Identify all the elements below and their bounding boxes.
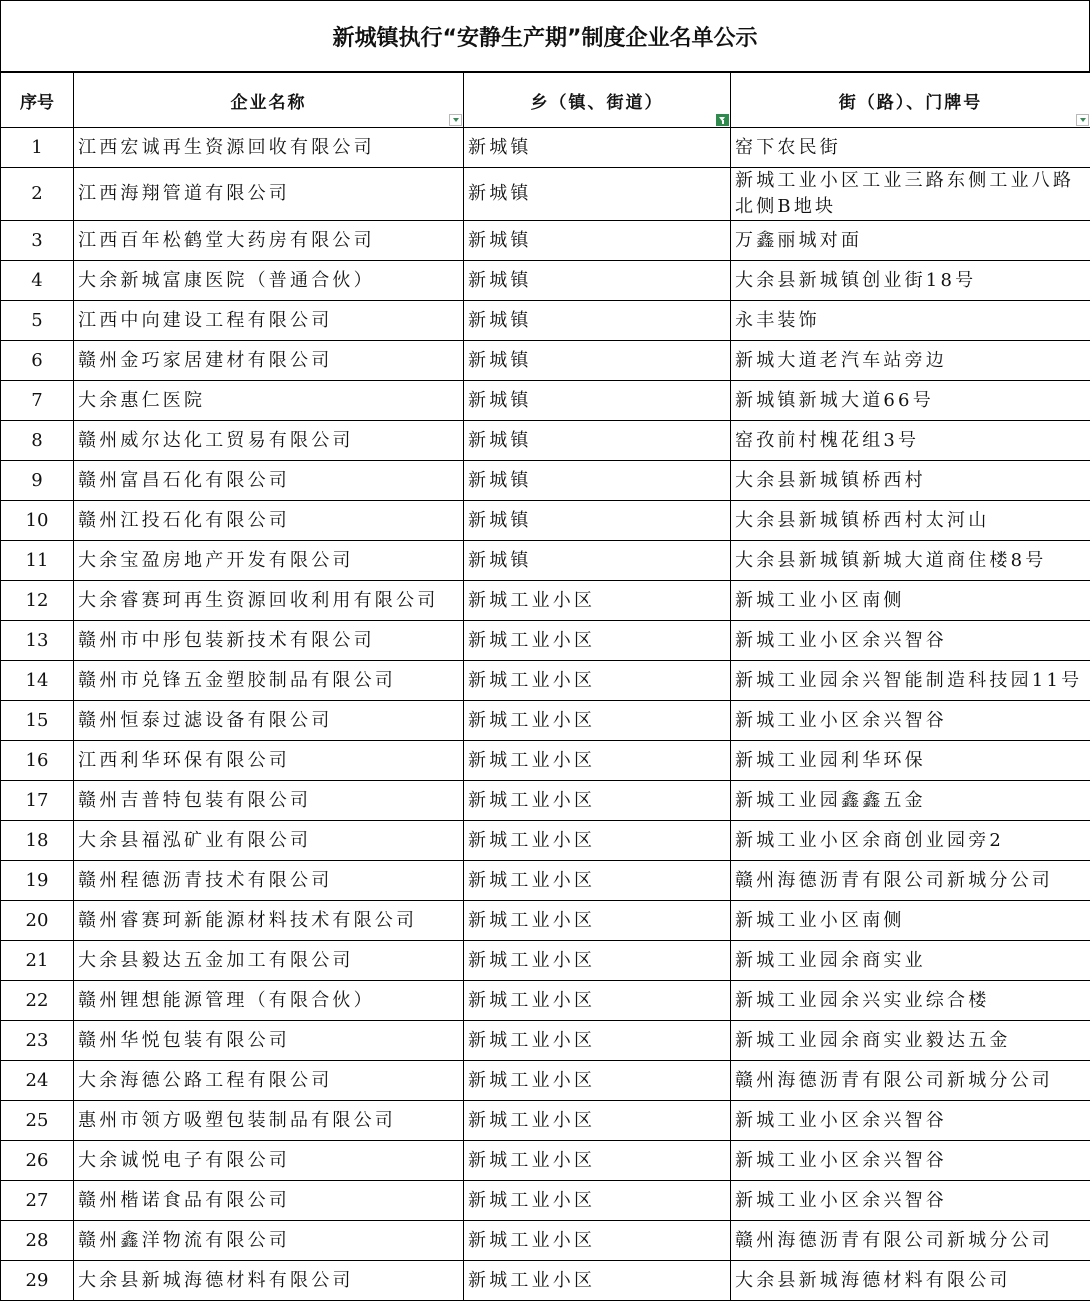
address-cell[interactable]: 新城工业小区余兴智谷 (731, 621, 1090, 661)
row-number-cell[interactable]: 20 (1, 901, 74, 941)
row-number-cell[interactable]: 5 (1, 301, 74, 341)
table-row (1, 168, 1090, 221)
row-number-cell[interactable]: 15 (1, 701, 74, 741)
address-cell[interactable]: 大余县新城镇新城大道商住楼8号 (731, 541, 1090, 581)
town-cell[interactable]: 新城镇 (464, 168, 731, 221)
company-name-cell[interactable]: 赣州富昌石化有限公司 (74, 461, 464, 501)
company-name-cell[interactable]: 大余惠仁医院 (74, 381, 464, 421)
address-cell[interactable]: 永丰装饰 (731, 301, 1090, 341)
address-cell[interactable]: 新城工业小区余兴智谷 (731, 701, 1090, 741)
address-cell[interactable]: 新城工业小区工业三路东侧工业八路北侧B地块 (731, 168, 1090, 221)
table-row (1, 901, 1090, 941)
filter-dropdown-icon[interactable] (449, 114, 462, 126)
table-row (1, 621, 1090, 661)
row-number-cell[interactable]: 4 (1, 261, 74, 301)
town-cell[interactable]: 新城工业小区 (464, 1141, 731, 1181)
town-cell[interactable]: 新城工业小区 (464, 821, 731, 861)
table-row (1, 861, 1090, 901)
company-name-cell[interactable]: 赣州吉普特包装有限公司 (74, 781, 464, 821)
table-row (1, 701, 1090, 741)
table-row (1, 781, 1090, 821)
table-row (1, 1061, 1090, 1101)
row-number-cell[interactable]: 11 (1, 541, 74, 581)
table-row (1, 341, 1090, 381)
town-cell[interactable]: 新城镇 (464, 421, 731, 461)
table-row (1, 421, 1090, 461)
row-number-cell[interactable]: 14 (1, 661, 74, 701)
row-number-cell[interactable]: 13 (1, 621, 74, 661)
address-cell[interactable]: 新城工业小区余兴智谷 (731, 1101, 1090, 1141)
company-name-cell[interactable]: 大余县新城海德材料有限公司 (74, 1261, 464, 1301)
table-row (1, 941, 1090, 981)
company-name-cell[interactable]: 大余海德公路工程有限公司 (74, 1061, 464, 1101)
table-row (1, 1261, 1090, 1301)
address-cell[interactable]: 新城工业园余商实业毅达五金 (731, 1021, 1090, 1061)
filter-active-icon[interactable] (716, 114, 729, 126)
address-cell[interactable]: 大余县新城镇桥西村 (731, 461, 1090, 501)
town-cell[interactable]: 新城镇 (464, 501, 731, 541)
town-cell[interactable]: 新城工业小区 (464, 861, 731, 901)
header-name-label: 企业名称 (231, 93, 307, 113)
address-cell[interactable]: 新城镇新城大道66号 (731, 381, 1090, 421)
town-cell[interactable]: 新城工业小区 (464, 1021, 731, 1061)
town-cell[interactable]: 新城镇 (464, 381, 731, 421)
row-number-cell[interactable]: 26 (1, 1141, 74, 1181)
company-name-cell[interactable]: 大余县毅达五金加工有限公司 (74, 941, 464, 981)
town-cell[interactable]: 新城镇 (464, 261, 731, 301)
header-no[interactable] (1, 73, 74, 128)
company-name-cell[interactable]: 赣州锂想能源管理（有限合伙） (74, 981, 464, 1021)
town-cell[interactable]: 新城工业小区 (464, 581, 731, 621)
address-cell[interactable]: 新城工业小区南侧 (731, 581, 1090, 621)
row-number-cell[interactable]: 19 (1, 861, 74, 901)
town-cell[interactable]: 新城镇 (464, 341, 731, 381)
row-number-cell[interactable]: 9 (1, 461, 74, 501)
address-cell[interactable]: 窑孜前村槐花组3号 (731, 421, 1090, 461)
company-name-cell[interactable]: 赣州威尔达化工贸易有限公司 (74, 421, 464, 461)
row-number-cell[interactable]: 18 (1, 821, 74, 861)
row-number-cell[interactable]: 1 (1, 128, 74, 168)
address-cell[interactable]: 万鑫丽城对面 (731, 221, 1090, 261)
address-cell[interactable]: 新城工业小区余兴智谷 (731, 1181, 1090, 1221)
town-cell[interactable]: 新城镇 (464, 301, 731, 341)
table-row (1, 221, 1090, 261)
header-address-label: 街（路）、门牌号 (839, 93, 983, 113)
town-cell[interactable]: 新城工业小区 (464, 1261, 731, 1301)
address-cell[interactable]: 赣州海德沥青有限公司新城分公司 (731, 1061, 1090, 1101)
header-name[interactable] (74, 73, 464, 128)
row-number-cell[interactable]: 21 (1, 941, 74, 981)
sheet-title[interactable]: 新城镇执行“安静生产期”制度企业名单公示 (0, 0, 1090, 72)
company-name-cell[interactable]: 大余诚悦电子有限公司 (74, 1141, 464, 1181)
address-cell[interactable]: 赣州海德沥青有限公司新城分公司 (731, 1221, 1090, 1261)
address-cell[interactable]: 新城工业园余兴实业综合楼 (731, 981, 1090, 1021)
row-number-cell[interactable]: 25 (1, 1101, 74, 1141)
table-row (1, 1181, 1090, 1221)
company-name-cell[interactable]: 赣州江投石化有限公司 (74, 501, 464, 541)
table-row (1, 381, 1090, 421)
address-cell[interactable]: 大余县新城镇创业街18号 (731, 261, 1090, 301)
row-number-cell[interactable]: 28 (1, 1221, 74, 1261)
town-cell[interactable]: 新城工业小区 (464, 1221, 731, 1261)
town-cell[interactable]: 新城镇 (464, 461, 731, 501)
header-town-label: 乡（镇、街道） (531, 93, 664, 113)
header-address[interactable] (731, 73, 1090, 128)
company-name-cell[interactable]: 大余睿赛珂再生资源回收利用有限公司 (74, 581, 464, 621)
town-cell[interactable]: 新城镇 (464, 221, 731, 261)
town-cell[interactable]: 新城工业小区 (464, 1101, 731, 1141)
address-cell[interactable]: 赣州海德沥青有限公司新城分公司 (731, 861, 1090, 901)
row-number-cell[interactable]: 24 (1, 1061, 74, 1101)
filter-dropdown-icon[interactable] (1076, 114, 1089, 126)
company-name-cell[interactable]: 赣州睿赛珂新能源材料技术有限公司 (74, 901, 464, 941)
town-cell[interactable]: 新城工业小区 (464, 1181, 731, 1221)
company-name-cell[interactable]: 赣州恒泰过滤设备有限公司 (74, 701, 464, 741)
address-cell[interactable]: 新城工业小区余商创业园旁2 (731, 821, 1090, 861)
town-cell[interactable]: 新城工业小区 (464, 901, 731, 941)
town-cell[interactable]: 新城镇 (464, 541, 731, 581)
address-cell[interactable]: 新城工业园余兴智能制造科技园11号 (731, 661, 1090, 701)
row-number-cell[interactable]: 2 (1, 168, 74, 221)
town-cell[interactable]: 新城工业小区 (464, 741, 731, 781)
row-number-cell[interactable]: 10 (1, 501, 74, 541)
header-row (1, 73, 1090, 128)
town-cell[interactable]: 新城工业小区 (464, 941, 731, 981)
table-row (1, 981, 1090, 1021)
row-number-cell[interactable]: 6 (1, 341, 74, 381)
address-cell[interactable]: 大余县新城海德材料有限公司 (731, 1261, 1090, 1301)
company-name-cell[interactable]: 大余县福泓矿业有限公司 (74, 821, 464, 861)
enterprise-table (0, 72, 1090, 1301)
row-number-cell[interactable]: 7 (1, 381, 74, 421)
company-name-cell[interactable]: 江西利华环保有限公司 (74, 741, 464, 781)
row-number-cell[interactable]: 12 (1, 581, 74, 621)
town-cell[interactable]: 新城工业小区 (464, 701, 731, 741)
company-name-cell[interactable]: 赣州金巧家居建材有限公司 (74, 341, 464, 381)
company-name-cell[interactable]: 赣州程德沥青技术有限公司 (74, 861, 464, 901)
company-name-cell[interactable]: 江西宏诚再生资源回收有限公司 (74, 128, 464, 168)
table-row (1, 1101, 1090, 1141)
row-number-cell[interactable]: 23 (1, 1021, 74, 1061)
table-row (1, 1141, 1090, 1181)
company-name-cell[interactable]: 赣州市兑锋五金塑胶制品有限公司 (74, 661, 464, 701)
table-row (1, 1021, 1090, 1061)
address-cell[interactable]: 新城工业园余商实业 (731, 941, 1090, 981)
company-name-cell[interactable]: 赣州华悦包装有限公司 (74, 1021, 464, 1061)
table-row (1, 501, 1090, 541)
row-number-cell[interactable]: 8 (1, 421, 74, 461)
company-name-cell[interactable]: 江西百年松鹤堂大药房有限公司 (74, 221, 464, 261)
row-number-cell[interactable]: 22 (1, 981, 74, 1021)
address-cell[interactable]: 新城工业园利华环保 (731, 741, 1090, 781)
company-name-cell[interactable]: 大余宝盈房地产开发有限公司 (74, 541, 464, 581)
company-name-cell[interactable]: 江西中向建设工程有限公司 (74, 301, 464, 341)
company-name-cell[interactable]: 江西海翔管道有限公司 (74, 168, 464, 221)
address-cell[interactable]: 新城工业园鑫鑫五金 (731, 781, 1090, 821)
address-cell[interactable]: 新城工业小区余兴智谷 (731, 1141, 1090, 1181)
town-cell[interactable]: 新城镇 (464, 128, 731, 168)
town-cell[interactable]: 新城工业小区 (464, 781, 731, 821)
town-cell[interactable]: 新城工业小区 (464, 661, 731, 701)
row-number-cell[interactable]: 29 (1, 1261, 74, 1301)
table-row (1, 128, 1090, 168)
company-name-cell[interactable]: 大余新城富康医院（普通合伙） (74, 261, 464, 301)
table-row (1, 581, 1090, 621)
table-row (1, 1221, 1090, 1261)
table-row (1, 301, 1090, 341)
row-number-cell[interactable]: 16 (1, 741, 74, 781)
town-cell[interactable]: 新城工业小区 (464, 981, 731, 1021)
table-row (1, 261, 1090, 301)
address-cell[interactable]: 窑下农民街 (731, 128, 1090, 168)
address-cell[interactable]: 新城工业小区南侧 (731, 901, 1090, 941)
table-row (1, 661, 1090, 701)
company-name-cell[interactable]: 惠州市领方吸塑包装制品有限公司 (74, 1101, 464, 1141)
company-name-cell[interactable]: 赣州市中彤包装新技术有限公司 (74, 621, 464, 661)
company-name-cell[interactable]: 赣州鑫洋物流有限公司 (74, 1221, 464, 1261)
company-name-cell[interactable]: 赣州楷诺食品有限公司 (74, 1181, 464, 1221)
row-number-cell[interactable]: 17 (1, 781, 74, 821)
table-body (1, 128, 1090, 1301)
town-cell[interactable]: 新城工业小区 (464, 621, 731, 661)
table-row (1, 541, 1090, 581)
row-number-cell[interactable]: 3 (1, 221, 74, 261)
header-town[interactable] (464, 73, 731, 128)
table-row (1, 741, 1090, 781)
address-cell[interactable]: 大余县新城镇桥西村太河山 (731, 501, 1090, 541)
row-number-cell[interactable]: 27 (1, 1181, 74, 1221)
address-cell[interactable]: 新城大道老汽车站旁边 (731, 341, 1090, 381)
table-row (1, 821, 1090, 861)
table-row (1, 461, 1090, 501)
town-cell[interactable]: 新城工业小区 (464, 1061, 731, 1101)
header-no-label: 序号 (20, 93, 54, 113)
